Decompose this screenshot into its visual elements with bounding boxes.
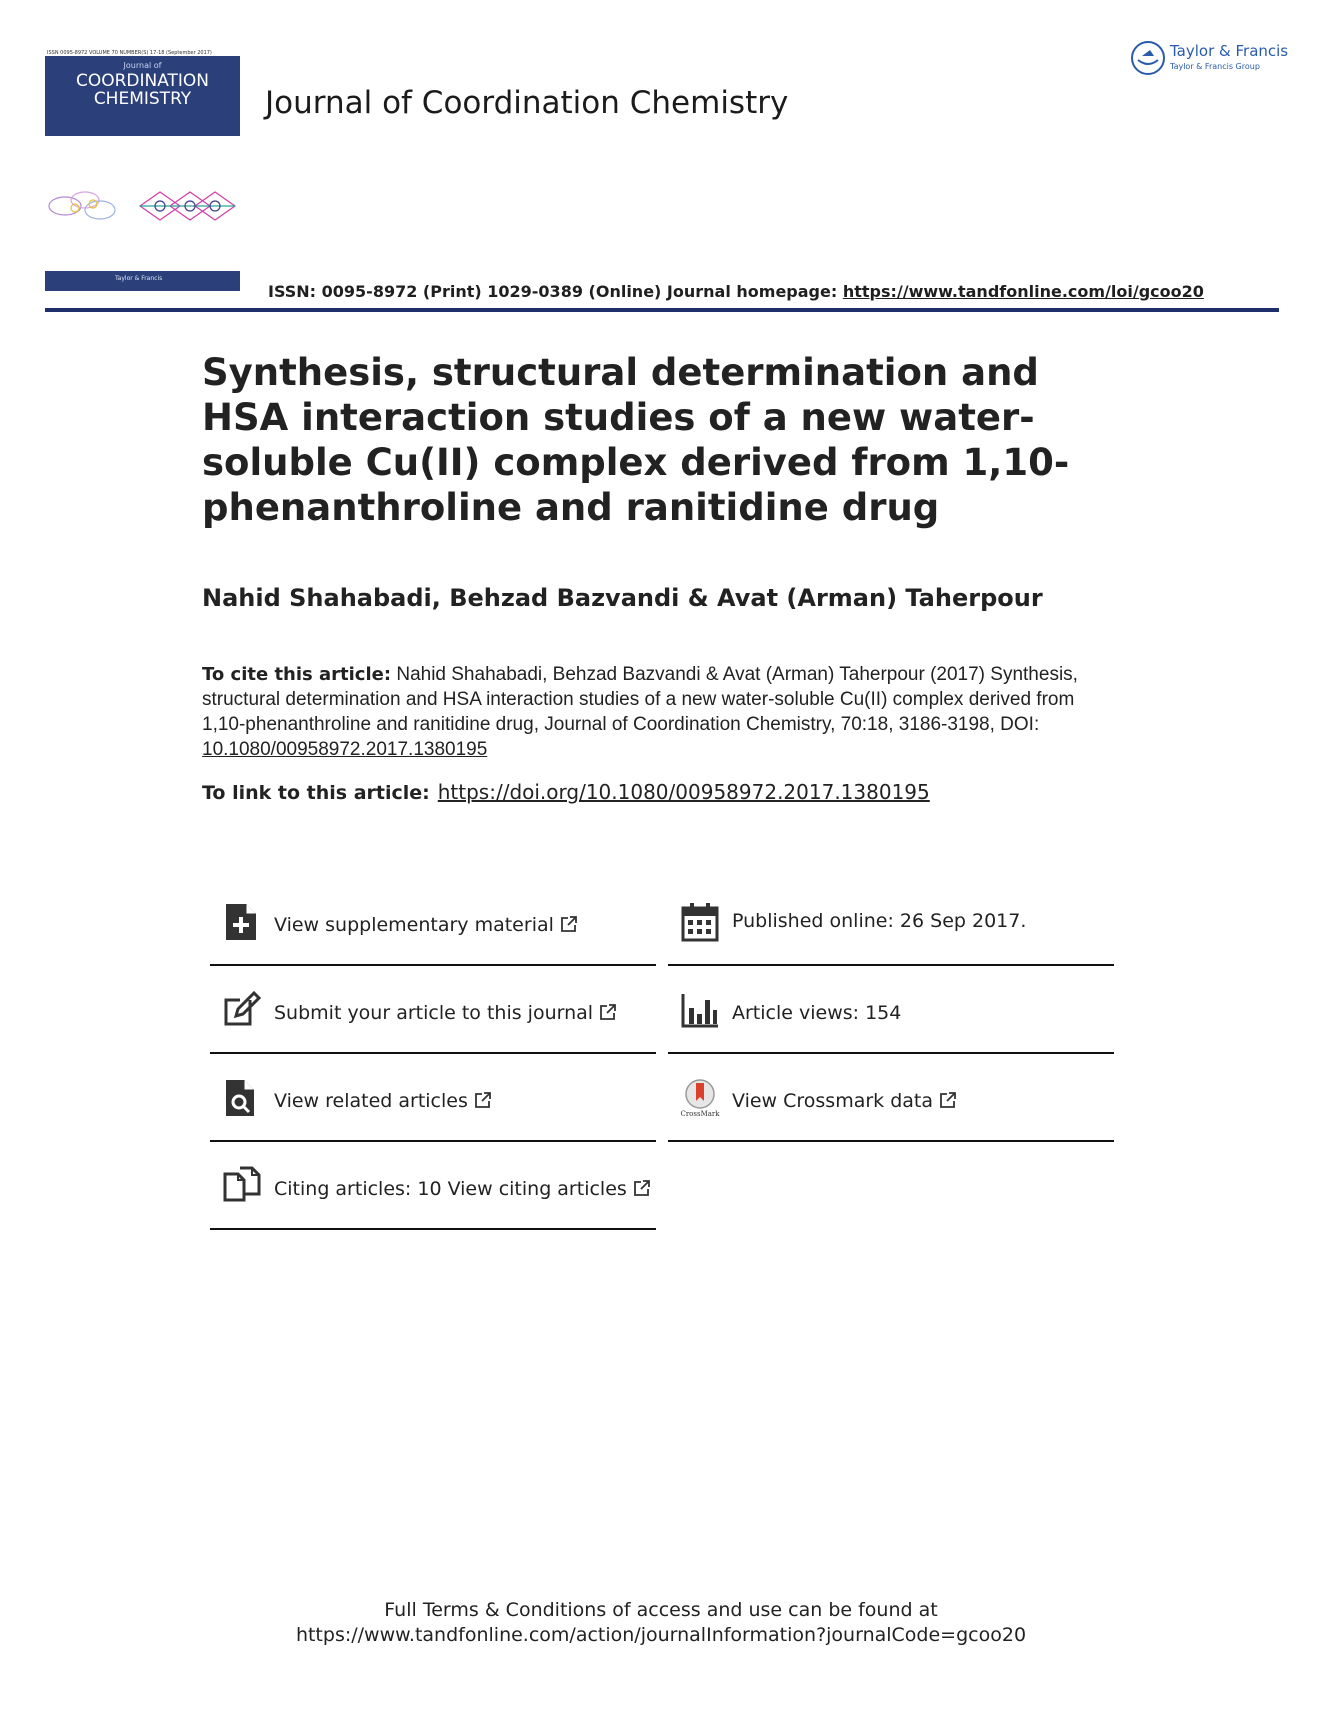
tile-crossmark[interactable]	[668, 1056, 1114, 1142]
cover-molecule-image	[45, 178, 240, 234]
article-authors: Nahid Shahabadi, Behzad Bazvandi & Avat (Arman) Taherpour	[202, 584, 1043, 612]
crossmark-icon	[680, 1078, 720, 1118]
citation-block	[202, 662, 1122, 762]
taylor-francis-icon	[1130, 40, 1166, 76]
edit-icon	[222, 990, 262, 1030]
search-file-icon	[222, 1078, 262, 1118]
copy-files-icon	[222, 1166, 262, 1206]
bar-chart-icon	[680, 990, 720, 1030]
citation-text: Nahid Shahabadi, Behzad Bazvandi & Avat (Arman) Taherpour (2017) Synthesis, structural determination and HSA interaction studies of a new water-soluble Cu(II) complex derived from 1,10-phenanthroline and ranitidine drug, Journal of Coordination Chemistry, 70:18, 3186-3198, DOI:	[202, 664, 1078, 735]
tile-supplementary[interactable]	[210, 880, 656, 966]
file-plus-icon	[222, 902, 262, 942]
tile-crossmark-label: View Crossmark data	[732, 1090, 934, 1112]
publisher-group: Taylor & Francis Group	[1170, 62, 1260, 71]
tile-submit-label: Submit your article to this journal	[274, 1002, 594, 1024]
publisher-name: Taylor & Francis	[1170, 42, 1289, 60]
header-divider	[45, 308, 1279, 312]
cover-title-line2: CHEMISTRY	[93, 89, 192, 109]
tile-views	[668, 968, 1114, 1054]
calendar-icon	[680, 902, 720, 942]
article-url-link[interactable]: https://doi.org/10.1080/00958972.2017.1380195	[437, 780, 930, 804]
taylor-francis-logo[interactable]	[1130, 40, 1289, 76]
crossmark-logo-text: CrossMark	[680, 1110, 720, 1118]
terms-footer	[0, 1598, 1322, 1648]
external-link-icon	[474, 1091, 492, 1109]
tile-published	[668, 880, 1114, 966]
external-link-icon	[633, 1179, 651, 1197]
tile-views-label: Article views: 154	[732, 1002, 902, 1024]
cover-publisher-band	[45, 271, 240, 291]
citation-label: To cite this article:	[202, 664, 392, 685]
cover-journal-of: Journal of	[123, 61, 162, 70]
cover-title-line1: COORDINATION	[75, 71, 210, 91]
cover-editor-line	[45, 118, 240, 123]
cover-publisher-text: Taylor & Francis	[115, 275, 163, 282]
tile-published-label: Published online: 26 Sep 2017.	[732, 910, 1027, 932]
cover-volume-line: ISSN 0095-8972 VOLUME 70 NUMBER(S) 17-18 (September 2017)	[47, 50, 212, 56]
journal-cover-header	[45, 50, 240, 136]
tile-supplementary-label: View supplementary material	[274, 914, 554, 936]
tile-citing[interactable]	[210, 1144, 656, 1230]
link-label: To link to this article:	[202, 782, 430, 804]
journal-homepage-link[interactable]: https://www.tandfonline.com/loi/gcoo20	[842, 282, 1204, 301]
footer-url[interactable]: https://www.tandfonline.com/action/journalInformation?journalCode=gcoo20	[295, 1624, 1027, 1646]
external-link-icon	[560, 915, 578, 933]
article-title: Synthesis, structural determination and HSA interaction studies of a new water-soluble Cu(II) complex derived from 1,10-phenanthroline and ranitidine drug	[202, 351, 1070, 529]
doi-link[interactable]: 10.1080/00958972.2017.1380195	[202, 739, 488, 760]
journal-title: Journal of Coordination Chemistry	[265, 85, 789, 121]
tile-submit[interactable]	[210, 968, 656, 1054]
external-link-icon	[599, 1003, 617, 1021]
external-link-icon	[939, 1091, 957, 1109]
issn-text: ISSN: 0095-8972 (Print) 1029-0389 (Online) Journal homepage:	[268, 282, 843, 301]
tile-related[interactable]	[210, 1056, 656, 1142]
tile-citing-label: Citing articles: 10 View citing articles	[274, 1178, 627, 1200]
issn-line	[268, 282, 1204, 301]
article-link-block	[202, 780, 930, 804]
footer-line1: Full Terms & Conditions of access and use can be found at	[384, 1599, 938, 1621]
tile-related-label: View related articles	[274, 1090, 468, 1112]
